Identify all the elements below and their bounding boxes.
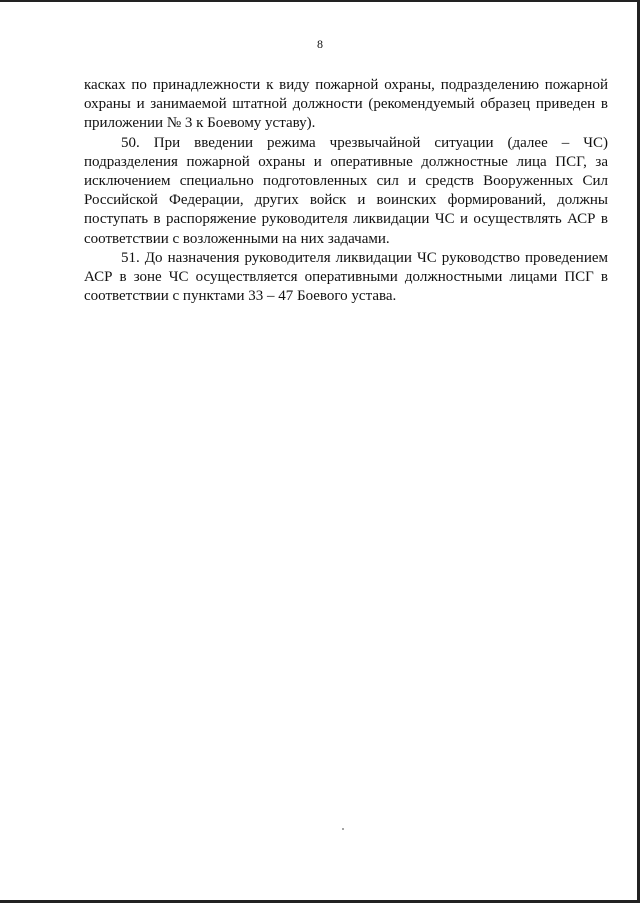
document-body xyxy=(84,76,608,306)
page-number: 8 xyxy=(317,37,323,51)
paragraph-51: 51. До назначения руководителя ликвидации ЧС руководство проведением АСР в зоне ЧС осуществляется оперативными должностными лицами ПСГ в соответствии с пунктами 33 – 47 Боевого устава. xyxy=(84,249,608,305)
paragraph-50: 50. При введении режима чрезвычайной ситуации (далее – ЧС) подразделения пожарной охраны и оперативные должностные лица ПСГ, за исключением специально подготовленных сил и средств Вооруженных Сил Российской Федерации, других войск и воинских формирований, должны поступать в распоряжение руководителя ликвидации ЧС и осуществлять АСР в соответствии с возложенными на них задачами. xyxy=(84,134,608,247)
scan-speck xyxy=(342,828,344,830)
paragraph-continuation: касках по принадлежности к виду пожарной охраны, подразделению пожарной охраны и занимаемой штатной должности (рекомендуемый образец приведен в приложении № 3 к Боевому уставу). xyxy=(84,77,608,132)
page-border-top xyxy=(0,0,640,2)
